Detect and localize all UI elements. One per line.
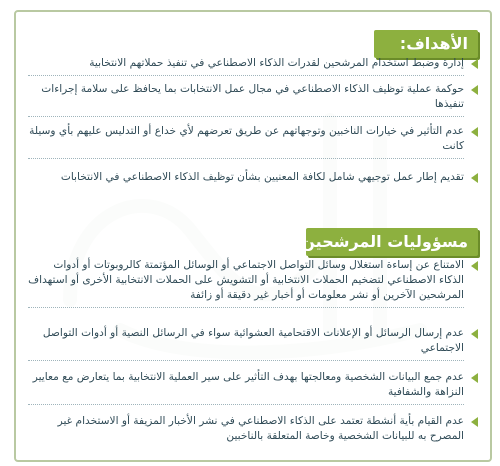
list-item bbox=[28, 170, 464, 189]
triangle-bullet-icon bbox=[471, 261, 478, 271]
responsibility-text: عدم إرسال الرسائل أو الإعلانات الاقتحامية العشوائية سواء في الرسائل النصية أو أدوات التواصل الاجتماعي bbox=[42, 327, 464, 354]
triangle-bullet-icon bbox=[471, 329, 478, 339]
list-item bbox=[28, 56, 464, 76]
list-item bbox=[28, 370, 464, 405]
objectives-title: الأهداف: bbox=[374, 30, 478, 58]
triangle-bullet-icon bbox=[471, 173, 478, 183]
responsibilities-title: مسؤوليات المرشحين: bbox=[306, 228, 478, 256]
list-item bbox=[28, 258, 464, 308]
content-frame bbox=[14, 10, 492, 462]
responsibility-text: الامتناع عن إساءة استغلال وسائل التواصل الاجتماعي أو الوسائل المؤتمتة كالروبوتات أو أدوات الذكاء الاصطناعي لتضخيم الحملات الانتخابية أو التشويش على الحملات الانتخابية الأخرى أو استهداف المرشحين الآخرين أو نشر معلومات أو أخبار غير دقيقة أو زائفة bbox=[28, 259, 464, 301]
list-item bbox=[28, 124, 464, 159]
list-item bbox=[28, 414, 464, 448]
triangle-bullet-icon bbox=[471, 373, 478, 383]
objective-text: تقديم إطار عمل توجيهي شامل لكافة المعنيين بشأن توظيف الذكاء الاصطناعي في الانتخابات bbox=[60, 171, 464, 183]
objective-text: عدم التأثير في خيارات الناخبين وتوجهاتهم عن طريق تعرضهم لأي خداع أو التدليس عليهم بأي وسيلة كانت bbox=[29, 125, 464, 152]
objective-text: حوكمة عملية توظيف الذكاء الاصطناعي في مجال عمل الانتخابات بما يحافظ على سلامة إجراءات تنفيذها bbox=[41, 83, 464, 110]
triangle-bullet-icon bbox=[471, 59, 478, 69]
list-item bbox=[28, 82, 464, 117]
responsibility-text: عدم جمع البيانات الشخصية ومعالجتها بهدف التأثير على سير العملية الانتخابية بما يتعارض مع معايير النزاهة والشفافية bbox=[32, 371, 464, 398]
triangle-bullet-icon bbox=[471, 85, 478, 95]
triangle-bullet-icon bbox=[471, 417, 478, 427]
objective-text: إدارة وضبط استخدام المرشحين لقدرات الذكاء الاصطناعي في تنفيذ حملاتهم الانتخابية bbox=[89, 57, 464, 69]
triangle-bullet-icon bbox=[471, 127, 478, 137]
list-item bbox=[28, 326, 464, 361]
responsibility-text: عدم القيام بأية أنشطة تعتمد على الذكاء الاصطناعي في نشر الأخبار المزيفة أو الاستخدام غير المصرح به للبيانات الشخصية وخاصة المتعلقة بالناخبين bbox=[57, 415, 464, 442]
